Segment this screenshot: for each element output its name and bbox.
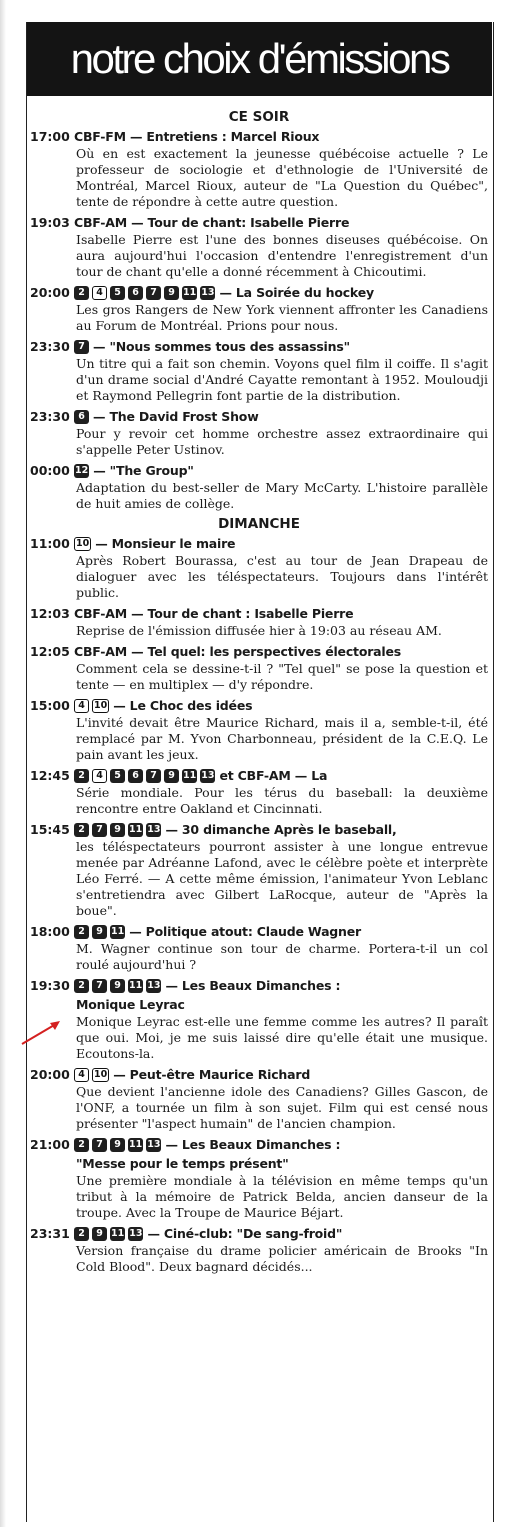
channel-list: [74, 925, 125, 939]
program-entry: [30, 642, 488, 693]
program-entry: [30, 604, 488, 639]
channel-list: [74, 1227, 143, 1241]
channel-list: [74, 286, 215, 300]
channel-badge: 10: [94, 699, 108, 711]
program-title: et CBF-AM — La: [219, 768, 328, 783]
program-entry: [30, 213, 488, 280]
channel-badge: 2: [74, 769, 89, 783]
program-title: CBF-AM — Tel quel: les perspectives électorales: [74, 644, 402, 659]
channel-badge: 11: [111, 1227, 125, 1239]
channel-list: [74, 464, 89, 478]
program-entry: [30, 407, 488, 458]
program-description: Pour y revoir cet homme orchestre assez extraordinaire qui s'appelle Peter Ustinov.: [76, 426, 488, 457]
program-description: Comment cela se dessine-t-il ? "Tel quel" se pose la question et tente — en multiplex — d'y répondre.: [76, 661, 488, 692]
channel-badge: 5: [110, 769, 125, 783]
program-description: M. Wagner continue son tour de charme. Portera-t-il un col roulé aujourd'hui ?: [76, 941, 488, 972]
program-time: 23:31: [30, 1226, 70, 1241]
channel-badge: 13: [147, 823, 161, 835]
program-header: [30, 534, 488, 553]
channel-badge: 9: [110, 823, 125, 837]
channel-badge: 11: [129, 823, 143, 835]
scan-edge: [0, 0, 6, 1527]
channel-badge: 13: [147, 1138, 161, 1150]
channel-badge: 6: [128, 286, 143, 300]
channel-badge: 11: [111, 925, 125, 937]
program-header: [30, 213, 488, 232]
channel-badge: 2: [74, 823, 89, 837]
channel-badge: 4: [92, 286, 107, 300]
program-title: — Monsieur le maire: [95, 536, 236, 551]
channel-badge: 13: [129, 1227, 143, 1239]
program-time: 19:03: [30, 215, 70, 230]
program-time: 21:00: [30, 1137, 70, 1152]
program-header: [30, 283, 488, 302]
program-description: les téléspectateurs pourront assister à une longue entrevue menée par Adréanne Lafond, avec le célèbre poète et interprète Léo Ferré. — A cette même émission, l'animateur Yvon Leblanc s'entretiendra avec Gilbert LaRocque, auteur de "Après la boue".: [76, 839, 488, 918]
program-header: [30, 604, 488, 623]
program-header: [30, 766, 488, 785]
channel-badge: 6: [128, 769, 143, 783]
channel-badge: 11: [183, 286, 197, 298]
channel-badge: 4: [74, 699, 89, 713]
channel-badge: 2: [74, 979, 89, 993]
program-description: Adaptation du best-seller de Mary McCarty. L'histoire parallèle de huit amies de collège.: [76, 480, 488, 511]
program-time: 18:00: [30, 924, 70, 939]
channel-badge: 11: [129, 979, 143, 991]
program-description: Monique Leyrac est-elle une femme comme les autres? Il paraît que oui. Moi, je me suis laissé dire qu'elle était une musique. Ecoutons-la.: [76, 1014, 488, 1061]
channel-badge: 6: [74, 410, 89, 424]
program-header: [30, 976, 488, 995]
channel-list: [74, 769, 215, 783]
program-time: 19:30: [30, 978, 70, 993]
program-time: 15:00: [30, 698, 70, 713]
program-description: Reprise de l'émission diffusée hier à 19:03 au réseau AM.: [76, 623, 442, 638]
channel-badge: 13: [201, 769, 215, 781]
channel-badge: 12: [75, 464, 89, 476]
program-title: — Peut-être Maurice Richard: [113, 1067, 311, 1082]
program-description: Que devient l'ancienne idole des Canadiens? Gilles Gascon, de l'ONF, a tournée un film à son sujet. Film qui est censé nous présenter "l'aspect humain" de l'ancien champion.: [76, 1084, 488, 1131]
program-header: [30, 337, 488, 356]
channel-list: [74, 1138, 161, 1152]
program-header: [30, 1135, 488, 1154]
red-arrow-icon: [20, 1016, 62, 1046]
program-title: — La Soirée du hockey: [219, 285, 374, 300]
program-time: 15:45: [30, 822, 70, 837]
channel-badge: 7: [146, 286, 161, 300]
channel-badge: 9: [164, 286, 179, 300]
program-subtitle-text: "Messe pour le temps présent": [76, 1156, 289, 1171]
program-description: Un titre qui a fait son chemin. Voyons quel film il coiffe. Il s'agit d'un drame social d'André Cayatte remontant à 1952. Mouloudji et Raymond Pellegrin font partie de la distribution.: [76, 356, 488, 403]
program-time: 12:03: [30, 606, 70, 621]
section-heading: CE SOIR: [228, 109, 290, 125]
program-entry: [30, 337, 488, 404]
program-title: — Le Choc des idées: [113, 698, 253, 713]
program-header: [30, 1224, 488, 1243]
channel-badge: 7: [92, 823, 107, 837]
program-description: Après Robert Bourassa, c'est au tour de Jean Drapeau de dialoguer avec les téléspectateurs. Toujours dans l'intérêt public.: [76, 553, 488, 600]
channel-badge: 9: [92, 1227, 107, 1241]
program-header: [30, 1065, 488, 1084]
program-time: 11:00: [30, 536, 70, 551]
program-header: [30, 696, 488, 715]
program-title: — "The Group": [93, 463, 194, 478]
channel-badge: 13: [147, 979, 161, 991]
channel-badge: 5: [110, 286, 125, 300]
channel-list: [74, 823, 161, 837]
program-title: — 30 dimanche Après le baseball,: [165, 822, 397, 837]
channel-badge: 9: [92, 925, 107, 939]
channel-list: [74, 340, 89, 354]
channel-badge: 7: [92, 1138, 107, 1152]
program-description: Isabelle Pierre est l'une des bonnes diseuses québécoise. On aura aujourd'hui l'occasion d'entendre l'enregistrement d'un tour de chant qu'elle a donné récemment à Chicoutimi.: [76, 232, 488, 279]
listing-content: [30, 108, 488, 1278]
program-subtitle: [30, 1154, 488, 1173]
program-time: 23:30: [30, 339, 70, 354]
channel-badge: 2: [74, 925, 89, 939]
program-entry: [30, 283, 488, 334]
program-time: 20:00: [30, 1067, 70, 1082]
program-title: CBF-AM — Tour de chant : Isabelle Pierre: [74, 606, 354, 621]
channel-badge: 7: [146, 769, 161, 783]
program-entry: [30, 1065, 488, 1132]
channel-badge: 7: [92, 979, 107, 993]
program-description: L'invité devait être Maurice Richard, mais il a, semble-t-il, été remplacé par M. Yvon Charbonneau, président de la C.E.Q. Le pain avant les jeux.: [76, 715, 488, 762]
channel-badge: 2: [74, 286, 89, 300]
program-entry: [30, 1135, 488, 1221]
program-entry: [30, 1224, 488, 1275]
program-description: Où en est exactement la jeunesse québécoise actuelle ? Le professeur de sociologie et d'ethnologie de l'Université de Montréal, Marcel Rioux, auteur de "La Question du Québec", tente de répondre à cette autre question.: [76, 146, 488, 209]
program-time: 12:45: [30, 768, 70, 783]
channel-badge: 7: [74, 340, 89, 354]
channel-badge: 2: [74, 1138, 89, 1152]
program-title: CBF-FM — Entretiens : Marcel Rioux: [74, 129, 320, 144]
channel-badge: 10: [94, 1068, 108, 1080]
channel-badge: 11: [129, 1138, 143, 1150]
program-entry: [30, 696, 488, 763]
channel-list: [74, 699, 109, 713]
channel-badge: 4: [74, 1068, 89, 1082]
program-description: Version française du drame policier américain de Brooks "In Cold Blood". Deux bagnard décidés...: [76, 1243, 488, 1274]
program-subtitle-text: Monique Leyrac: [76, 997, 185, 1012]
program-entry: [30, 127, 488, 210]
program-title: — Les Beaux Dimanches :: [165, 1137, 341, 1152]
program-entry: [30, 820, 488, 919]
channel-badge: 9: [110, 979, 125, 993]
program-entry: [30, 976, 488, 1062]
channel-list: [74, 537, 91, 551]
program-header: [30, 820, 488, 839]
program-time: 23:30: [30, 409, 70, 424]
program-description: Série mondiale. Pour les térus du baseball: la deuxième rencontre entre Oakland et Cincinnati.: [76, 785, 488, 816]
program-entry: [30, 461, 488, 512]
program-header: [30, 461, 488, 480]
program-description: Les gros Rangers de New York viennent affronter les Canadiens au Forum de Montréal. Prions pour nous.: [76, 302, 488, 333]
channel-badge: 13: [201, 286, 215, 298]
program-title: — Politique atout: Claude Wagner: [129, 924, 361, 939]
channel-list: [74, 979, 161, 993]
channel-badge: 10: [76, 537, 90, 549]
program-title: — "Nous sommes tous des assassins": [93, 339, 350, 354]
program-entry: [30, 534, 488, 601]
banner-title: notre choix d'émissions: [27, 22, 492, 96]
program-time: 12:05: [30, 644, 70, 659]
program-subtitle: [30, 995, 488, 1014]
channel-badge: 4: [92, 769, 107, 783]
program-header: [30, 642, 488, 661]
program-entry: [30, 766, 488, 817]
program-time: 17:00: [30, 129, 70, 144]
channel-list: [74, 1068, 109, 1082]
program-title: — The David Frost Show: [93, 409, 259, 424]
channel-badge: 9: [110, 1138, 125, 1152]
channel-badge: 2: [74, 1227, 89, 1241]
program-title: — Ciné-club: "De sang-froid": [147, 1226, 343, 1241]
program-title: CBF-AM — Tour de chant: Isabelle Pierre: [74, 215, 350, 230]
program-time: 20:00: [30, 285, 70, 300]
channel-list: [74, 410, 89, 424]
program-time: 00:00: [30, 463, 70, 478]
channel-badge: 9: [164, 769, 179, 783]
program-title: — Les Beaux Dimanches :: [165, 978, 341, 993]
section-heading: DIMANCHE: [218, 516, 300, 532]
program-header: [30, 127, 488, 146]
program-description: Une première mondiale à la télévision en même temps qu'un tribut à la mémoire de Patrick Belda, ancien danseur de la troupe. Avec la Troupe de Maurice Béjart.: [76, 1173, 488, 1220]
program-header: [30, 407, 488, 426]
program-header: [30, 922, 488, 941]
program-entry: [30, 922, 488, 973]
channel-badge: 11: [183, 769, 197, 781]
